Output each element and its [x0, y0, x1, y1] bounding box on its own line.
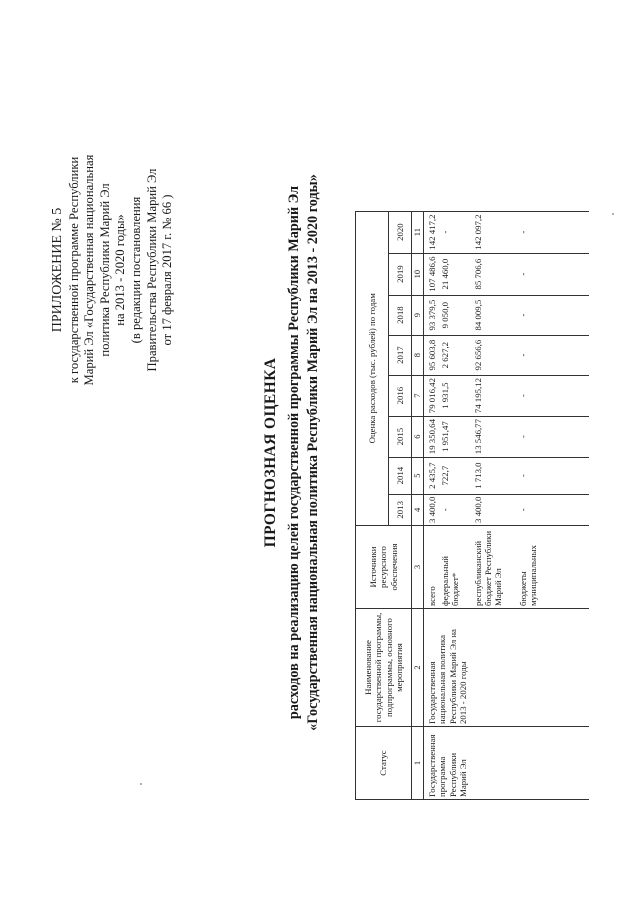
- value-cell: 79 016,42: [423, 375, 438, 416]
- appendix-line: к государственной программе Республики: [66, 156, 81, 384]
- source-cell: республиканский бюджет Республики Марий Эл: [471, 526, 516, 609]
- value-cell: -: [438, 211, 471, 253]
- column-number: 6: [412, 416, 424, 457]
- source-cell: всего: [423, 526, 438, 609]
- value-cell: 722,7: [438, 457, 471, 494]
- column-number: 3: [412, 526, 424, 609]
- value-cell: -: [516, 457, 589, 494]
- value-cell: -: [438, 494, 471, 525]
- document-subtitle-line: «Государственная национальная политика Республики Марий Эл на 2013 - 2020 годы»: [305, 174, 321, 731]
- column-number: 8: [412, 335, 424, 375]
- header-name: Наименование государственной программы, подпрограммы, основного мероприятия: [356, 609, 412, 727]
- appendix-line: Марий Эл «Государственная национальная: [82, 154, 97, 386]
- header-estimate: Оценка расходов (тыс. рублей) по годам: [356, 211, 389, 525]
- value-cell: 1 713,0: [471, 457, 516, 494]
- value-cell: 93 379,5: [423, 295, 438, 335]
- value-cell: 3 400,0: [471, 494, 516, 525]
- header-status: Статус: [356, 727, 412, 800]
- appendix-line: от 17 февраля 2017 г. № 66 ): [160, 194, 175, 346]
- appendix-line: (в редакции постановления: [128, 196, 143, 344]
- value-cell: 21 460,0: [438, 253, 471, 295]
- scan-speck: [612, 213, 614, 215]
- column-number: 2: [412, 609, 424, 727]
- column-number: 7: [412, 375, 424, 416]
- header-year: 2017: [389, 335, 412, 375]
- value-cell: 1 931,5: [438, 375, 471, 416]
- value-cell: 1 951,47: [438, 416, 471, 457]
- document-title: ПРОГНОЗНАЯ ОЦЕНКА: [262, 357, 279, 548]
- value-cell: -: [516, 494, 589, 525]
- value-cell: 13 546,77: [471, 416, 516, 457]
- header-year: 2013: [389, 494, 412, 525]
- header-year: 2020: [389, 211, 412, 253]
- appendix-block: [50, 105, 176, 435]
- scan-speck: [140, 783, 142, 785]
- appendix-line: Правительства Республики Марий Эл: [144, 168, 159, 372]
- program-name-cell: Государственная национальная политика Республики Марий Эл на 2013 - 2020 годы: [423, 609, 589, 727]
- value-cell: 95 603,8: [423, 335, 438, 375]
- value-cell: 142 097,2: [471, 211, 516, 253]
- source-cell: бюджеты муниципальных: [516, 526, 589, 609]
- value-cell: 142 417,2: [423, 211, 438, 253]
- header-sources: Источники ресурсного обеспечения: [356, 526, 412, 609]
- header-year: 2014: [389, 457, 412, 494]
- value-cell: 3 400,0: [423, 494, 438, 525]
- column-number: 4: [412, 494, 424, 525]
- value-cell: 19 350,64: [423, 416, 438, 457]
- value-cell: 2 435,7: [423, 457, 438, 494]
- appendix-header: ПРИЛОЖЕНИЕ № 5: [50, 207, 65, 333]
- value-cell: 92 656,6: [471, 335, 516, 375]
- document-subtitle-line: расходов на реализацию целей государственной программы Республики Марий Эл: [286, 185, 302, 720]
- header-year: 2016: [389, 375, 412, 416]
- table-row: [423, 211, 438, 799]
- source-cell: федеральный бюджет*: [438, 526, 471, 609]
- header-year: 2018: [389, 295, 412, 335]
- value-cell: -: [516, 295, 589, 335]
- header-year: 2019: [389, 253, 412, 295]
- value-cell: -: [516, 253, 589, 295]
- value-cell: 2 627,2: [438, 335, 471, 375]
- header-year: 2015: [389, 416, 412, 457]
- status-cell: Государственная программа Республики Марий Эл: [423, 727, 589, 800]
- column-number: 9: [412, 295, 424, 335]
- value-cell: 84 009,5: [471, 295, 516, 335]
- value-cell: -: [516, 211, 589, 253]
- column-number: 10: [412, 253, 424, 295]
- value-cell: -: [516, 335, 589, 375]
- value-cell: -: [516, 375, 589, 416]
- budget-estimate-table: [355, 211, 589, 800]
- value-cell: 74 195,12: [471, 375, 516, 416]
- column-number: 11: [412, 211, 424, 253]
- value-cell: 107 486,6: [423, 253, 438, 295]
- column-number: 5: [412, 457, 424, 494]
- appendix-line: политика Республики Марий Эл: [97, 183, 112, 357]
- column-number: 1: [412, 727, 424, 800]
- value-cell: 85 706,6: [471, 253, 516, 295]
- value-cell: -: [516, 416, 589, 457]
- appendix-line: на 2013 - 2020 годы»: [113, 214, 128, 326]
- value-cell: 9 050,0: [438, 295, 471, 335]
